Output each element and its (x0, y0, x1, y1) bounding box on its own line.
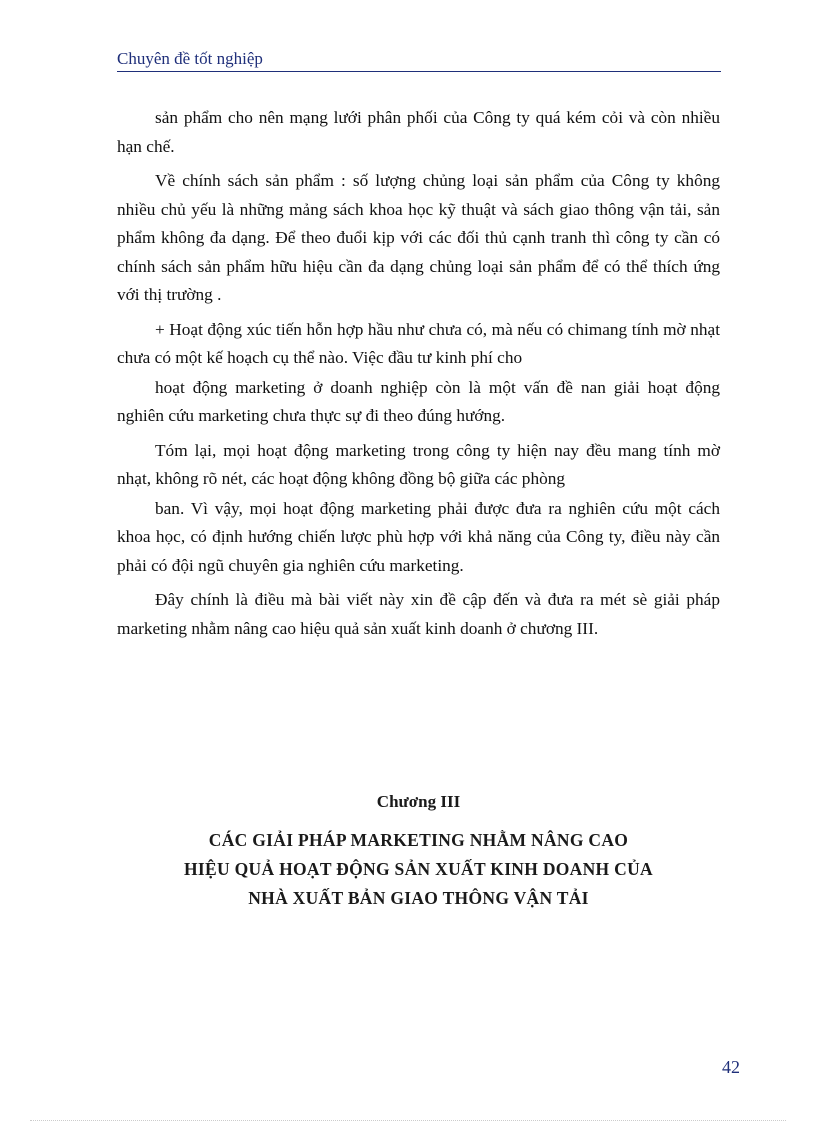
body-text (117, 104, 720, 649)
chapter-label: Chương III (376, 792, 461, 811)
paragraph-2: Về chính sách sản phẩm : số lượng chủng loại sản phẩm của Công ty không nhiều chủ yếu là những mảng sách khoa học kỹ thuật và sách giao thông vận tải, sản phẩm không đa dạng. Để theo đuổi kịp với các đối thủ cạnh tranh thì công ty cần có chính sách sản phẩm hữu hiệu cần đa dạng chủng loại sản phẩm để có thể thích ứng với thị trường . (117, 171, 720, 304)
paragraph-1: sản phẩm cho nên mạng lưới phân phối của Công ty quá kém cỏi và còn nhiều hạn chế. (117, 108, 720, 156)
paragraph-4: hoạt động marketing ở doanh nghiệp còn là một vấn đề nan giải hoạt động nghiên cứu marketing chưa thực sự đi theo đúng hướng. (117, 377, 720, 425)
paragraph-6: ban. Vì vậy, mọi hoạt động marketing phải được đưa ra nghiên cứu một cách khoa học, có định hướng chiến lược phù hợp với khả năng của Công ty, điều này cần phải có đội ngũ chuyên gia nghiên cứu marketing. (117, 498, 720, 575)
chapter-title-line-1: CÁC GIẢI PHÁP MARKETING NHẰM NÂNG CAO (208, 830, 629, 850)
header-title: Chuyên đề tốt nghiệp (117, 49, 263, 68)
page-header (117, 48, 721, 72)
paragraph-3: + Hoạt động xúc tiến hỗn hợp hầu như chưa có, mà nếu có chimang tính mờ nhạt chưa có một kế hoạch cụ thể nào. Việc đầu tư kinh phí cho (117, 319, 720, 367)
page-number: 42 (722, 1057, 740, 1077)
paragraph-5: Tóm lại, mọi hoạt động marketing trong công ty hiện nay đều mang tính mờ nhạt, không rõ nét, các hoạt động không đồng bộ giữa các phòng (117, 440, 720, 488)
chapter-title-line-3: NHÀ XUẤT BẢN GIAO THÔNG VẬN TẢI (248, 888, 589, 908)
chapter-heading (117, 790, 720, 913)
chapter-title (117, 826, 720, 913)
bottom-divider (30, 1120, 786, 1121)
paragraph-7: Đây chính là điều mà bài viết này xin đề cập đến và đưa ra mét sè giải pháp marketing nhằm nâng cao hiệu quả sản xuất kinh doanh ở chương III. (117, 590, 720, 638)
chapter-title-line-2: HIỆU QUẢ HOẠT ĐỘNG SẢN XUẤT KINH DOANH CỦA (184, 859, 653, 879)
